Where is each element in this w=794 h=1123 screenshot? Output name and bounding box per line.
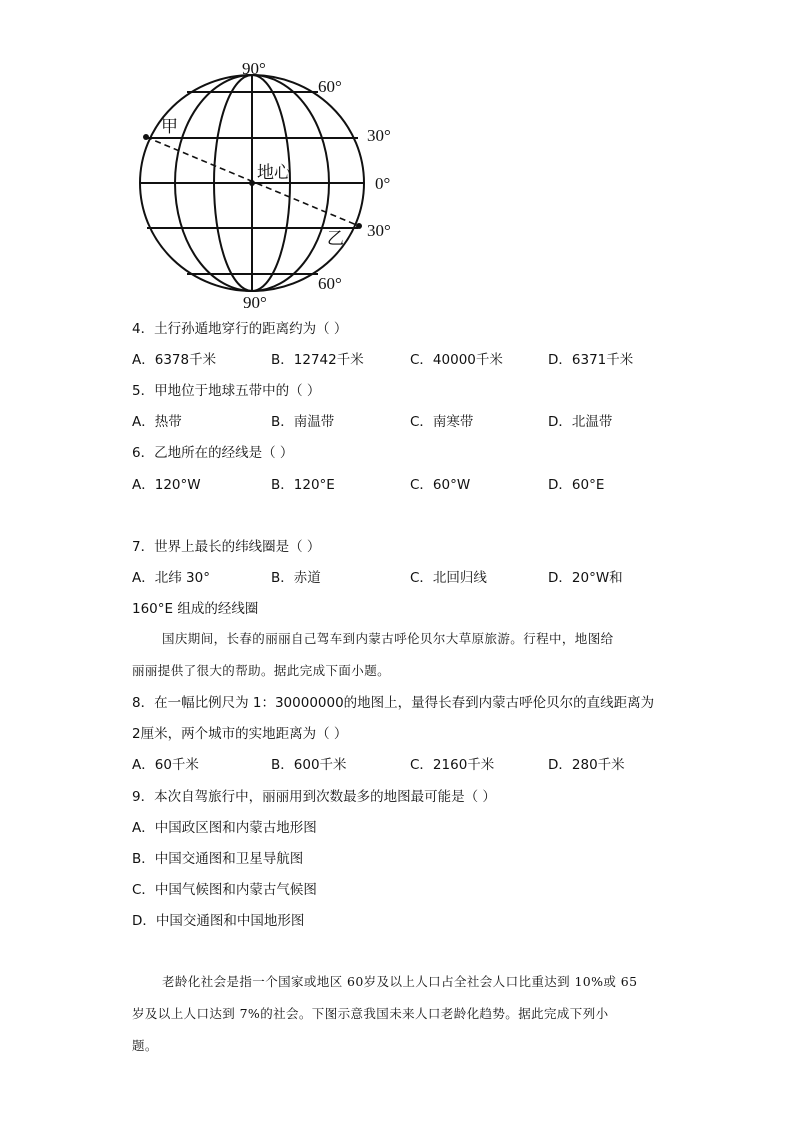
label-earth-center: 地心 [257, 163, 291, 183]
question-6-option-b[interactable]: B．120°E [271, 477, 335, 493]
yi-point [356, 223, 362, 229]
label-s60: 60° [318, 274, 342, 293]
question-7-option-a[interactable]: A．北纬 30° [132, 570, 210, 586]
jia-point [143, 134, 149, 140]
passage-2-line-3: 题。 [132, 1038, 158, 1053]
label-bottom-90: 90° [243, 293, 267, 312]
label-s30: 30° [367, 221, 391, 240]
question-8-stem-line-2: 2厘米，两个城市的实地距离为（ ） [132, 726, 348, 742]
label-n60: 60° [318, 77, 342, 96]
question-4-option-c[interactable]: C．40000千米 [410, 352, 503, 368]
question-4-option-b[interactable]: B．12742千米 [271, 352, 364, 368]
question-7-option-d[interactable]: D．20°W和 [548, 570, 623, 586]
question-7-option-d-continuation: 160°E 组成的经线圈 [132, 601, 259, 617]
label-n30: 30° [367, 126, 391, 145]
globe-diagram [0, 0, 794, 320]
question-4-stem: 4．土行孙遁地穿行的距离约为（ ） [132, 321, 348, 337]
question-8-stem-line-1: 8．在一幅比例尺为 1：30000000的地图上，量得长春到内蒙古呼伦贝尔的直线距离为 [132, 695, 655, 711]
label-top-90: 90° [242, 59, 266, 78]
label-yi: 乙 [327, 229, 344, 249]
question-6-stem: 6．乙地所在的经线是（ ） [132, 445, 294, 461]
question-6-option-c[interactable]: C．60°W [410, 477, 471, 493]
question-7-stem: 7．世界上最长的纬线圈是（ ） [132, 539, 321, 555]
question-8-option-a[interactable]: A．60千米 [132, 757, 199, 773]
question-9-option-b[interactable]: B．中国交通图和卫星导航图 [132, 851, 304, 867]
question-8-option-c[interactable]: C．2160千米 [410, 757, 495, 773]
question-8-option-d[interactable]: D．280千米 [548, 757, 625, 773]
label-jia: 甲 [161, 117, 178, 137]
question-5-option-c[interactable]: C．南寒带 [410, 414, 474, 430]
question-9-option-c[interactable]: C．中国气候图和内蒙古气候图 [132, 882, 317, 898]
question-7-option-b[interactable]: B．赤道 [271, 570, 321, 586]
question-8-option-b[interactable]: B．600千米 [271, 757, 347, 773]
question-9-option-a[interactable]: A．中国政区图和内蒙古地形图 [132, 820, 317, 836]
question-9-option-d[interactable]: D．中国交通图和中国地形图 [132, 913, 305, 929]
earth-center-point [249, 180, 255, 186]
question-5-option-a[interactable]: A．热带 [132, 414, 182, 430]
question-6-option-a[interactable]: A．120°W [132, 477, 201, 493]
question-4-option-d[interactable]: D．6371千米 [548, 352, 634, 368]
question-6-option-d[interactable]: D．60°E [548, 477, 605, 493]
question-5-option-b[interactable]: B．南温带 [271, 414, 335, 430]
label-equator: 0° [375, 174, 391, 193]
question-5-option-d[interactable]: D．北温带 [548, 414, 613, 430]
question-4-option-a[interactable]: A．6378千米 [132, 352, 217, 368]
passage-2-line-2: 岁及以上人口达到 7%的社会。下图示意我国未来人口老龄化趋势。据此完成下列小 [132, 1006, 609, 1021]
passage-2-line-1: 老龄化社会是指一个国家或地区 60岁及以上人口占全社会人口比重达到 10%或 65 [162, 974, 638, 989]
question-9-stem: 9．本次自驾旅行中，丽丽用到次数最多的地图最可能是（ ） [132, 789, 496, 805]
question-5-stem: 5．甲地位于地球五带中的（ ） [132, 383, 321, 399]
question-7-option-c[interactable]: C．北回归线 [410, 570, 487, 586]
passage-1-line-2: 丽丽提供了很大的帮助。据此完成下面小题。 [132, 663, 391, 678]
passage-1-line-1: 国庆期间，长春的丽丽自己驾车到内蒙古呼伦贝尔大草原旅游。行程中，地图给 [162, 631, 614, 646]
